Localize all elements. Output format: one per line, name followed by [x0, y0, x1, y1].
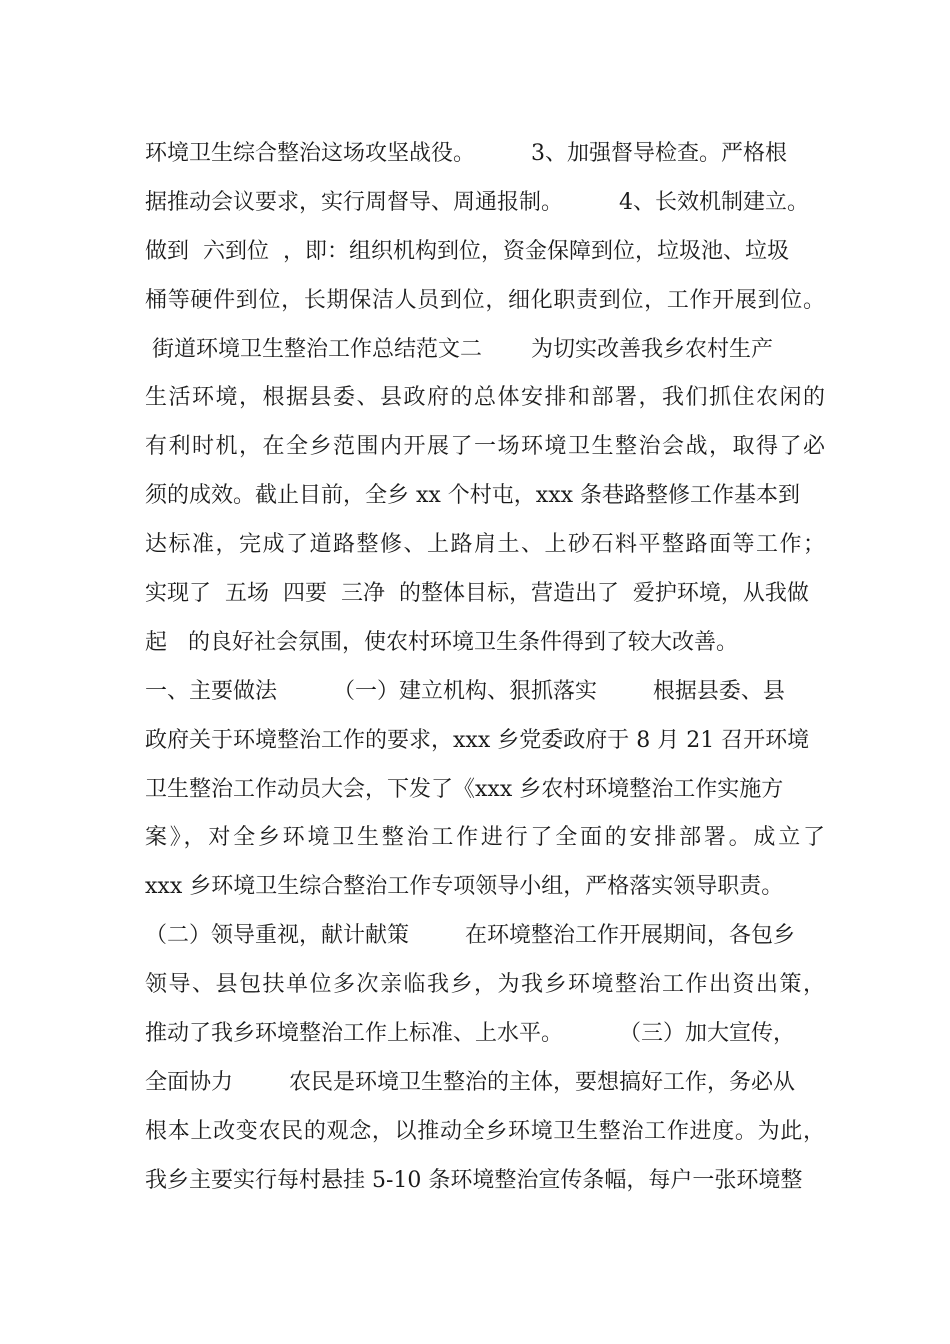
text-line: 生活环境，根据县委、县政府的总体安排和部署，我们抓住农闲的	[145, 385, 825, 411]
body-text	[145, 130, 825, 1206]
text-line: xxx 乡环境卫生综合整治工作专项领导小组，严格落实领导职责。	[145, 874, 784, 900]
text-line: 根本上改变农民的观念，以推动全乡环境卫生整治工作进度。为此，	[145, 1118, 825, 1144]
text-line: 做到 六到位 ，即：组织机构到位，资金保障到位，垃圾池、垃圾	[145, 238, 789, 264]
text-line: 桶等硬件到位，长期保洁人员到位，细化职责到位，工作开展到位。	[145, 287, 825, 313]
text-line: 我乡主要实行每村悬挂 5-10 条环境整治宣传条幅，每户一张环境整	[145, 1167, 803, 1193]
text-line: （二）领导重视，献计献策 在环境整治工作开展期间，各包乡	[145, 923, 795, 949]
text-line: 达标准，完成了道路整修、上路肩土、上砂石料平整路面等工作；	[145, 532, 825, 558]
text-line: 推动了我乡环境整治工作上标准、上水平。 （三）加大宣传，	[145, 1021, 795, 1047]
text-line: 环境卫生综合整治这场攻坚战役。 3、加强督导检查。严格根	[145, 141, 787, 166]
text-line: 卫生整治工作动员大会，下发了《xxx 乡农村环境整治工作实施方	[145, 776, 784, 802]
text-line: 起 的良好社会氛围，使农村环境卫生条件得到了较大改善。	[145, 629, 738, 655]
text-line: 一、主要做法 （一）建立机构、狠抓落实 根据县委、县	[145, 678, 785, 704]
text-line: 政府关于环境整治工作的要求，xxx 乡党委政府于 8 月 21 召开环境	[145, 727, 810, 753]
text-line: 案》，对全乡环境卫生整治工作进行了全面的安排部署。成立了	[145, 825, 825, 851]
text-line: 须的成效。截止目前，全乡 xx 个村屯，xxx 条巷路整修工作基本到	[145, 483, 801, 509]
text-line: 据推动会议要求，实行周督导、周通报制。 4、长效机制建立。	[145, 189, 809, 215]
text-line: 实现了 五场 四要 三净 的整体目标，营造出了 爱护环境，从我做	[145, 581, 809, 607]
text-line: 街道环境卫生整治工作总结范文二 为切实改善我乡农村生产	[145, 336, 773, 362]
text-line: 全面协力 农民是环境卫生整治的主体，要想搞好工作，务必从	[145, 1069, 795, 1095]
text-line: 领导、县包扶单位多次亲临我乡，为我乡环境整治工作出资出策，	[145, 972, 825, 998]
text-line: 有利时机，在全乡范围内开展了一场环境卫生整治会战，取得了必	[145, 434, 825, 460]
